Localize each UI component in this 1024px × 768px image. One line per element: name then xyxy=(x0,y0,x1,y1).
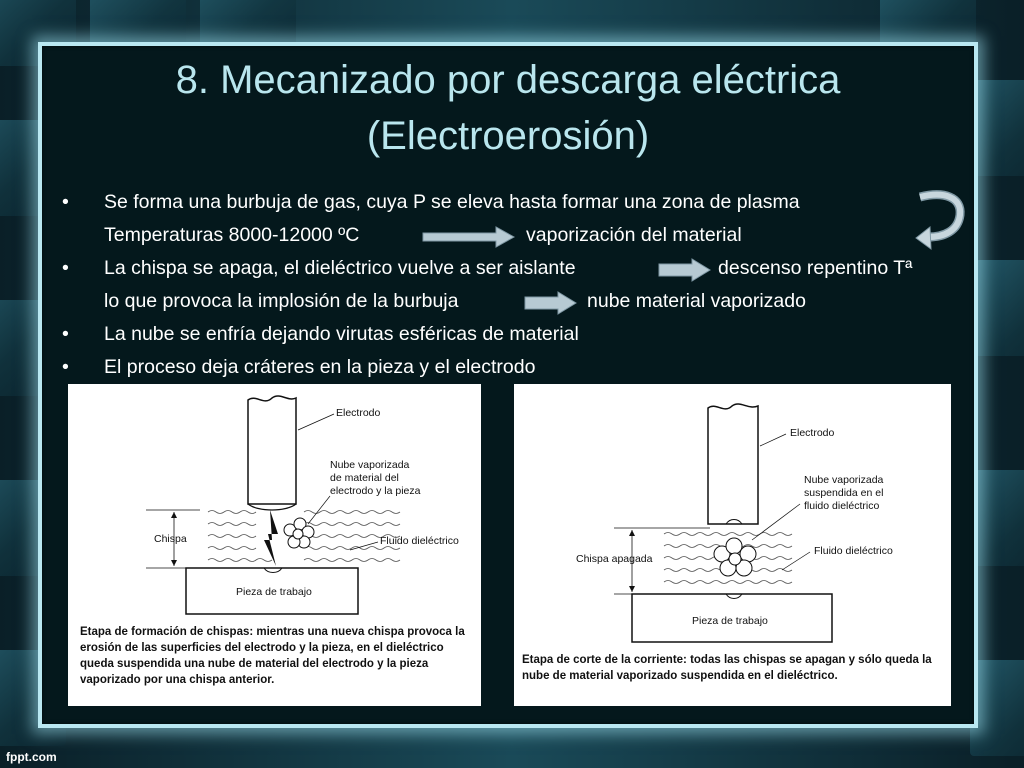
label-workpiece: Pieza de trabajo xyxy=(692,615,768,627)
spark-bolt-icon xyxy=(264,510,278,566)
label-cloud-line-1: Nube vaporizada xyxy=(804,474,884,486)
figure-current-cut xyxy=(514,384,951,706)
bullet-1-text: Se forma una burbuja de gas, cuya P se eleva hasta formar una zona de plasma xyxy=(104,191,800,213)
bullet-marker: • xyxy=(62,356,69,378)
electrode-shape xyxy=(708,404,758,524)
current-cut-diagram xyxy=(514,384,951,652)
label-cloud-line-2: de material del xyxy=(330,472,399,484)
bullet-2-line-2 xyxy=(62,285,962,318)
bullet-1-line-2 xyxy=(62,219,962,252)
right-arrow-icon xyxy=(422,226,516,248)
vapor-cloud-icon xyxy=(714,538,756,576)
bullet-2-cloud-text: nube material vaporizado xyxy=(587,290,806,312)
title-line-1: 8. Mecanizado por descarga eléctrica xyxy=(175,58,841,102)
right-arrow-icon xyxy=(524,291,578,315)
bullet-3 xyxy=(62,318,962,351)
bullet-1-temp-text: Temperaturas 8000-12000 ºC xyxy=(104,224,360,246)
curved-return-arrow-icon xyxy=(914,187,966,257)
bullet-2-text: La chispa se apaga, el dieléctrico vuelve a ser aislante xyxy=(104,257,576,279)
label-workpiece: Pieza de trabajo xyxy=(236,586,312,598)
bullet-marker: • xyxy=(62,323,69,345)
bullet-2-line-1 xyxy=(62,252,962,285)
label-fluid: Fluido dieléctrico xyxy=(380,535,459,547)
footer-brand: fppt.com xyxy=(6,750,57,764)
figure-left-caption: Etapa de formación de chispas: mientras una nueva chispa provoca la erosión de las superficies del electrodo y la pieza, en el dieléctrico queda suspendida una nube de material del electrodo y la pieza vaporizado por una chispa anterior. xyxy=(80,626,465,686)
slide xyxy=(38,42,978,728)
title-line-2: (Electroerosión) xyxy=(366,114,650,158)
electrode-shape xyxy=(248,396,296,504)
bullet-2-temp-drop-text: descenso repentino Tª xyxy=(718,257,913,279)
right-arrow-icon xyxy=(658,258,712,282)
spark-formation-diagram xyxy=(68,384,481,624)
label-cloud-line-3: fluido dieléctrico xyxy=(804,500,880,512)
figure-right-caption: Etapa de corte de la corriente: todas las chispas se apagan y sólo queda la nube de material vaporizado suspendida en el dieléctrico. xyxy=(522,654,932,682)
slide-title xyxy=(42,52,974,164)
label-spark-off: Chispa apagada xyxy=(576,553,653,565)
bullet-2-implosion-text: lo que provoca la implosión de la burbuja xyxy=(104,290,459,312)
label-electrode: Electrodo xyxy=(790,427,835,439)
label-cloud-line-1: Nube vaporizada xyxy=(330,459,410,471)
bullet-1-line-1 xyxy=(62,186,962,219)
bullet-3-text: La nube se enfría dejando virutas esféricas de material xyxy=(104,323,579,345)
label-cloud-line-3: electrodo y la pieza xyxy=(330,485,421,497)
bullet-marker: • xyxy=(62,257,69,279)
bullet-1-vapor-text: vaporización del material xyxy=(526,224,742,246)
bullet-list xyxy=(62,186,962,384)
label-spark: Chispa xyxy=(154,533,187,545)
bullet-4 xyxy=(62,351,962,384)
label-fluid: Fluido dieléctrico xyxy=(814,545,893,557)
label-cloud-line-2: suspendida en el xyxy=(804,487,884,499)
bullet-marker: • xyxy=(62,191,69,213)
figure-spark-formation xyxy=(68,384,481,706)
label-electrode: Electrodo xyxy=(336,407,381,419)
bullet-4-text: El proceso deja cráteres en la pieza y el electrodo xyxy=(104,356,536,378)
